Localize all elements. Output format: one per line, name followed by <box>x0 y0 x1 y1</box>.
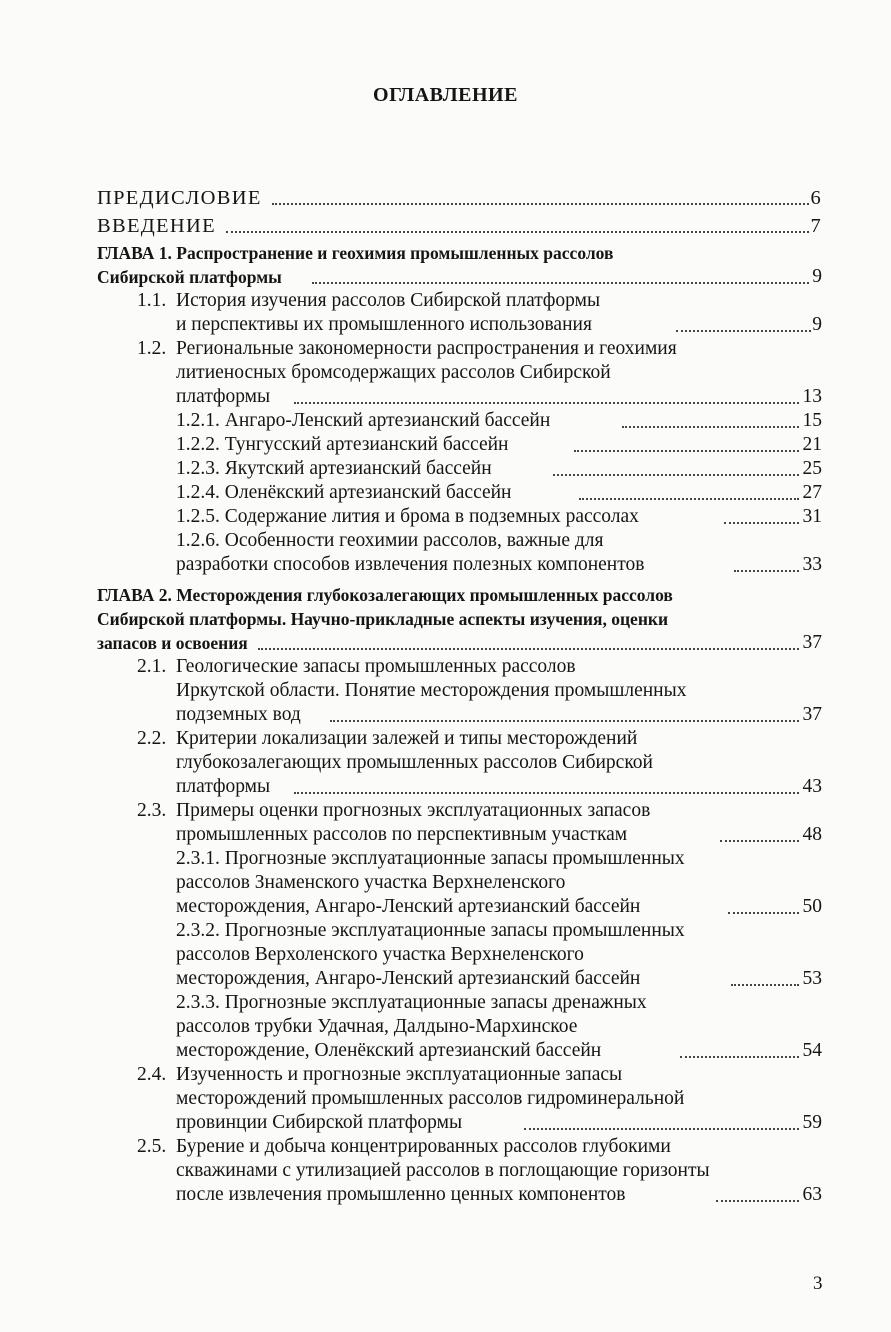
dot-leader <box>720 840 799 842</box>
toc-section-1-2-cont <box>0 361 891 385</box>
subsection-title: 1.2.5. Содержание лития и брома в подземных рассолах <box>176 506 639 527</box>
dot-leader <box>553 474 799 476</box>
subsection-title: месторождения, Ангаро-Ленский артезианский бассейн <box>176 968 641 989</box>
toc-subsection-2-3-1 <box>0 847 891 871</box>
dot-leader <box>724 522 799 524</box>
toc-section-2-4-cont <box>0 1087 891 1111</box>
toc-page-number: 53 <box>802 968 822 989</box>
dot-leader <box>524 1128 799 1130</box>
toc-section-2-2-cont2 <box>0 775 891 799</box>
toc-page-number: 25 <box>802 458 822 479</box>
toc-section-2-1 <box>0 655 891 679</box>
section-title: литиеносных бромсодержащих рассолов Сибирской <box>176 362 611 383</box>
subsection-title: 1.2.4. Оленёкский артезианский бассейн <box>176 482 512 503</box>
section-title: провинции Сибирской платформы <box>176 1112 463 1133</box>
dot-leader <box>258 648 799 650</box>
toc-subsection-2-3-2 <box>0 919 891 943</box>
subsection-title: 1.2.3. Якутский артезианский бассейн <box>176 458 492 479</box>
subsection-title: 1.2.1. Ангаро-Ленский артезианский бассейн <box>176 410 551 431</box>
chapter-title: запасов и освоения <box>97 633 248 653</box>
subsection-title: рассолов Верхоленского участка Верхнеленского <box>176 944 584 965</box>
toc-page-number: 59 <box>802 1112 822 1133</box>
section-title: Региональные закономерности распространения и геохимия <box>176 338 677 359</box>
toc-section-1-2-cont2 <box>0 385 891 409</box>
subsection-title: рассолов трубки Удачная, Далдыно-Мархинское <box>176 1016 578 1037</box>
page-title: ОГЛАВЛЕНИЕ <box>373 84 518 106</box>
toc-chapter-2-line3 <box>0 631 891 655</box>
toc-subsection-1-2-3 <box>0 457 891 481</box>
toc-chapter-1-line1 <box>0 241 891 265</box>
toc-section-2-5-cont2 <box>0 1183 891 1207</box>
dot-leader <box>312 282 809 284</box>
toc-page-number: 27 <box>802 482 822 503</box>
subsection-title: месторождения, Ангаро-Ленский артезианский бассейн <box>176 896 641 917</box>
section-title: подземных вод <box>176 704 301 725</box>
toc-section-2-2 <box>0 727 891 751</box>
section-number: 2.4. <box>137 1064 167 1085</box>
dot-leader <box>676 330 811 332</box>
toc-subsection-2-3-3-cont <box>0 1015 891 1039</box>
toc-page-number: 31 <box>802 506 822 527</box>
toc-subsection-1-2-5 <box>0 505 891 529</box>
toc-page-number: 54 <box>802 1040 822 1061</box>
section-title: месторождений промышленных рассолов гидроминеральной <box>176 1088 685 1109</box>
section-title: Иркутской области. Понятие месторождения промышленных <box>176 680 687 701</box>
section-title: Критерии локализации залежей и типы месторождений <box>176 728 638 749</box>
section-title: и перспективы их промышленного использования <box>176 314 592 335</box>
dot-leader <box>272 203 809 205</box>
section-title: промышленных рассолов по перспективным участкам <box>176 824 628 845</box>
dot-leader <box>731 984 799 986</box>
toc-subsection-2-3-1-cont <box>0 871 891 895</box>
toc-subsection-2-3-2-cont2 <box>0 967 891 991</box>
toc-subsection-2-3-2-cont <box>0 943 891 967</box>
toc-chapter-2-line2 <box>0 607 891 631</box>
toc-page-number: 50 <box>802 896 822 917</box>
toc-page-number: 33 <box>802 554 822 575</box>
toc-entry-title: ПРЕДИСЛОВИЕ <box>97 187 262 209</box>
toc-page-number: 21 <box>802 434 822 455</box>
toc-page-number: 13 <box>802 386 822 407</box>
dot-leader <box>226 231 809 233</box>
section-number: 1.1. <box>137 290 167 311</box>
toc-section-2-4-cont2 <box>0 1111 891 1135</box>
subsection-title: 1.2.6. Особенности геохимии рассолов, важные для <box>176 530 604 551</box>
toc-subsection-2-3-3 <box>0 991 891 1015</box>
section-title: после извлечения промышленно ценных компонентов <box>176 1184 626 1205</box>
dot-leader <box>716 1200 799 1202</box>
toc-subsection-2-3-1-cont2 <box>0 895 891 919</box>
toc-section-2-3-cont <box>0 823 891 847</box>
toc-page-number: 9 <box>812 314 822 335</box>
section-number: 1.2. <box>137 338 167 359</box>
section-title: платформы <box>176 776 271 797</box>
toc-subsection-1-2-6 <box>0 529 891 553</box>
toc-subsection-2-3-3-cont2 <box>0 1039 891 1063</box>
subsection-title: рассолов Знаменского участка Верхнеленского <box>176 872 566 893</box>
toc-chapter-2-line1 <box>0 583 891 607</box>
toc-page-number: 43 <box>802 776 822 797</box>
toc-page-number: 6 <box>810 187 822 209</box>
toc-page-number: 48 <box>802 824 822 845</box>
toc-subsection-1-2-6-cont <box>0 553 891 577</box>
toc-page-number: 9 <box>812 266 822 287</box>
section-title: Бурение и добыча концентрированных рассолов глубокими <box>176 1136 671 1157</box>
page-number: 3 <box>813 1273 823 1294</box>
section-title: скважинами с утилизацией рассолов в поглощающие горизонты <box>176 1160 710 1181</box>
section-title: Примеры оценки прогнозных эксплуатационных запасов <box>176 800 651 821</box>
section-title: Изученность и прогнозные эксплуатационные запасы <box>176 1064 623 1085</box>
section-number: 2.5. <box>137 1136 167 1157</box>
toc-section-1-1-cont <box>0 313 891 337</box>
chapter-title: ГЛАВА 2. Месторождения глубокозалегающих промышленных рассолов <box>97 585 673 605</box>
dot-leader <box>622 426 799 428</box>
toc-section-2-3 <box>0 799 891 823</box>
toc-page-number: 63 <box>802 1184 822 1205</box>
toc-page-number: 37 <box>802 704 822 725</box>
toc-subsection-1-2-4 <box>0 481 891 505</box>
chapter-title: ГЛАВА 1. Распространение и геохимия промышленных рассолов <box>97 243 614 263</box>
toc-section-2-2-cont <box>0 751 891 775</box>
toc-section-2-1-cont2 <box>0 703 891 727</box>
toc-subsection-1-2-1 <box>0 409 891 433</box>
dot-leader <box>579 498 799 500</box>
section-title: глубокозалегающих промышленных рассолов Сибирской <box>176 752 653 773</box>
section-title: История изучения рассолов Сибирской платформы <box>176 290 601 311</box>
subsection-title: 2.3.3. Прогнозные эксплуатационные запасы дренажных <box>176 992 647 1013</box>
toc-entry-title: ВВЕДЕНИЕ <box>97 215 216 237</box>
section-title: платформы <box>176 386 271 407</box>
toc-chapter-1-line2 <box>0 265 891 289</box>
toc-section-2-5 <box>0 1135 891 1159</box>
subsection-title: 2.3.1. Прогнозные эксплуатационные запасы промышленных <box>176 848 685 869</box>
table-of-contents <box>0 186 891 1207</box>
toc-entry-intro <box>0 214 891 238</box>
subsection-title: разработки способов извлечения полезных компонентов <box>176 554 645 575</box>
toc-section-2-5-cont <box>0 1159 891 1183</box>
toc-page-number: 37 <box>802 632 822 653</box>
toc-section-1-1 <box>0 289 891 313</box>
toc-page-number: 15 <box>802 410 822 431</box>
section-title: Геологические запасы промышленных рассолов <box>176 656 576 677</box>
dot-leader <box>734 570 799 572</box>
chapter-title: Сибирской платформы. Научно-прикладные аспекты изучения, оценки <box>97 609 669 629</box>
subsection-title: месторождение, Оленёкский артезианский бассейн <box>176 1040 602 1061</box>
dot-leader <box>680 1056 799 1058</box>
dot-leader <box>330 720 799 722</box>
toc-section-2-1-cont <box>0 679 891 703</box>
dot-leader <box>728 912 799 914</box>
toc-section-2-4 <box>0 1063 891 1087</box>
chapter-title: Сибирской платформы <box>97 267 282 287</box>
subsection-title: 2.3.2. Прогнозные эксплуатационные запасы промышленных <box>176 920 685 941</box>
subsection-title: 1.2.2. Тунгусский артезианский бассейн <box>176 434 509 455</box>
toc-entry-preface <box>0 186 891 210</box>
dot-leader <box>574 450 799 452</box>
toc-section-1-2 <box>0 337 891 361</box>
section-number: 2.2. <box>137 728 167 749</box>
section-number: 2.3. <box>137 800 167 821</box>
dot-leader <box>294 792 799 794</box>
section-number: 2.1. <box>137 656 167 677</box>
toc-page-number: 7 <box>810 215 822 237</box>
toc-subsection-1-2-2 <box>0 433 891 457</box>
dot-leader <box>294 402 799 404</box>
